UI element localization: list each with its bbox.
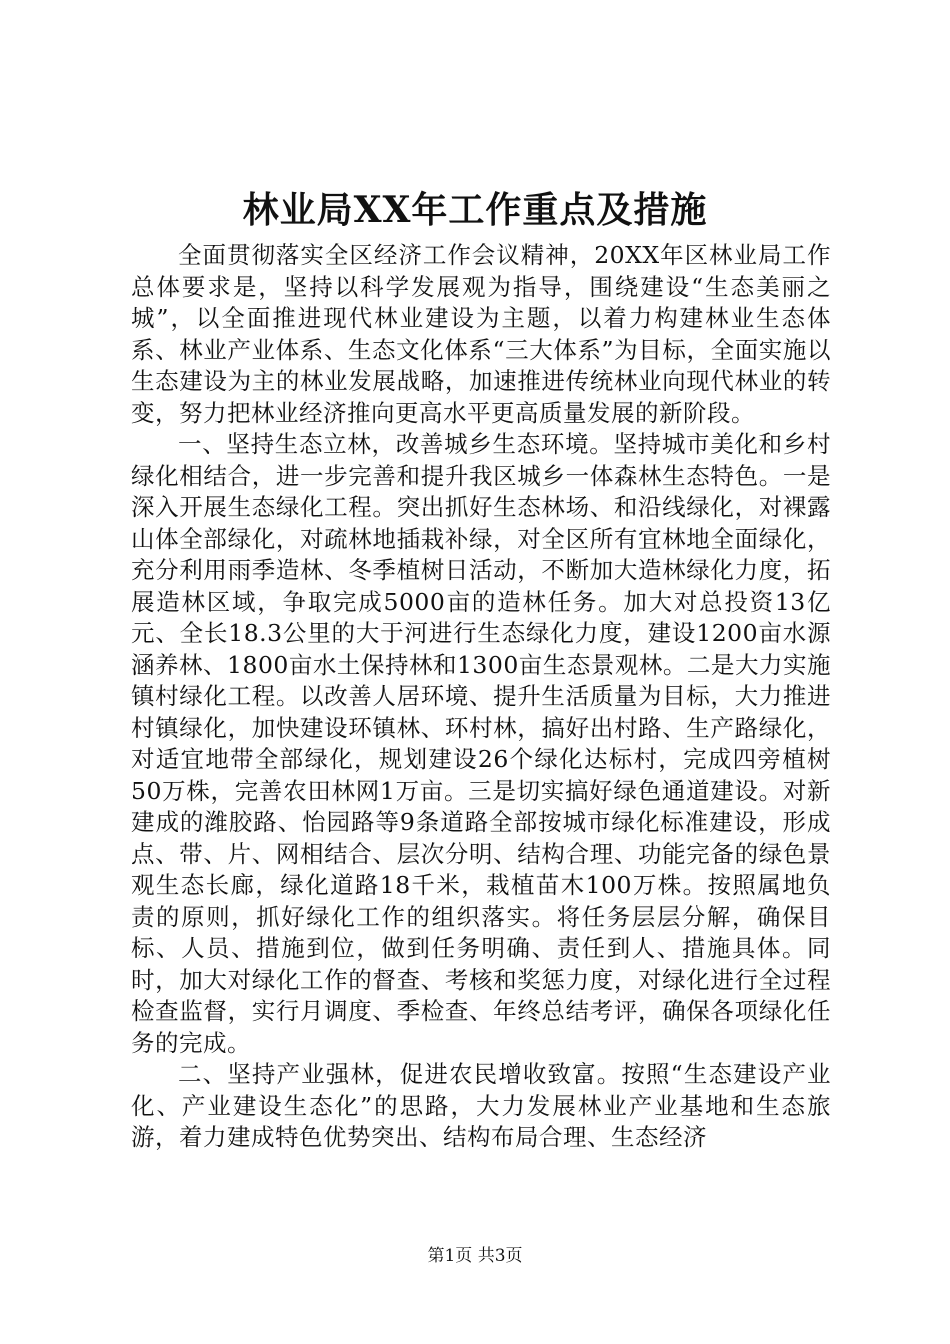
paragraph-section-2: 二、坚持产业强林，促进农民增收致富。按照“生态建设产业化、产业建设生态化”的思路，大力发展林业产业基地和生态旅游，着力建成特色优势突出、结构布局合理、生态经济 [131, 1060, 831, 1151]
paragraph-intro: 全面贯彻落实全区经济工作会议精神，20XX年区林业局工作总体要求是，坚持以科学发展观为指导，围绕建设“生态美丽之城”，以全面推进现代林业建设为主题，以着力构建林业生态体系、林业产业体系、生态文化体系“三大体系”为目标，全面实施以生态建设为主的林业发展战略，加速推进传统林业向现代林业的转变，努力把林业经济推向更高水平更高质量发展的新阶段。 [131, 241, 831, 427]
paragraph-section-1: 一、坚持生态立林，改善城乡生态环境。坚持城市美化和乡村绿化相结合，进一步完善和提升我区城乡一体森林生态特色。一是深入开展生态绿化工程。突出抓好生态林场、和沿线绿化，对裸露山体全部绿化，对疏林地插栽补绿，对全区所有宜林地全面绿化，充分利用雨季造林、冬季植树日活动，不断加大造林绿化力度，拓展造林区域，争取完成5000亩的造林任务。加大对总投资13亿元、全长18.3公里的大于河进行生态绿化力度，建设1200亩水源涵养林、1800亩水土保持林和1300亩生态景观林。二是大力实施镇村绿化工程。以改善人居环境、提升生活质量为目标，大力推进村镇绿化，加快建设环镇林、环村林，搞好出村路、生产路绿化，对适宜地带全部绿化，规划建设26个绿化达标村，完成四旁植树50万株，完善农田林网1万亩。三是切实搞好绿色通道建设。对新建成的潍胶路、怡园路等9条道路全部按城市绿化标准建设，形成点、带、片、网相结合、层次分明、结构合理、功能完备的绿色景观生态长廊，绿化道路18千米，栽植苗木100万株。按照属地负责的原则，抓好绿化工作的组织落实。将任务层层分解，确保目标、人员、措施到位，做到任务明确、责任到人、措施具体。同时，加大对绿化工作的督查、考核和奖惩力度，对绿化进行全过程检查监督，实行月调度、季检查、年终总结考评，确保各项绿化任务的完成。 [131, 430, 831, 1057]
page-number-footer: 第1页 共3页 [427, 1246, 523, 1266]
document-title: 林业局XX年工作重点及措施 [242, 189, 708, 231]
document-body [131, 240, 831, 1154]
